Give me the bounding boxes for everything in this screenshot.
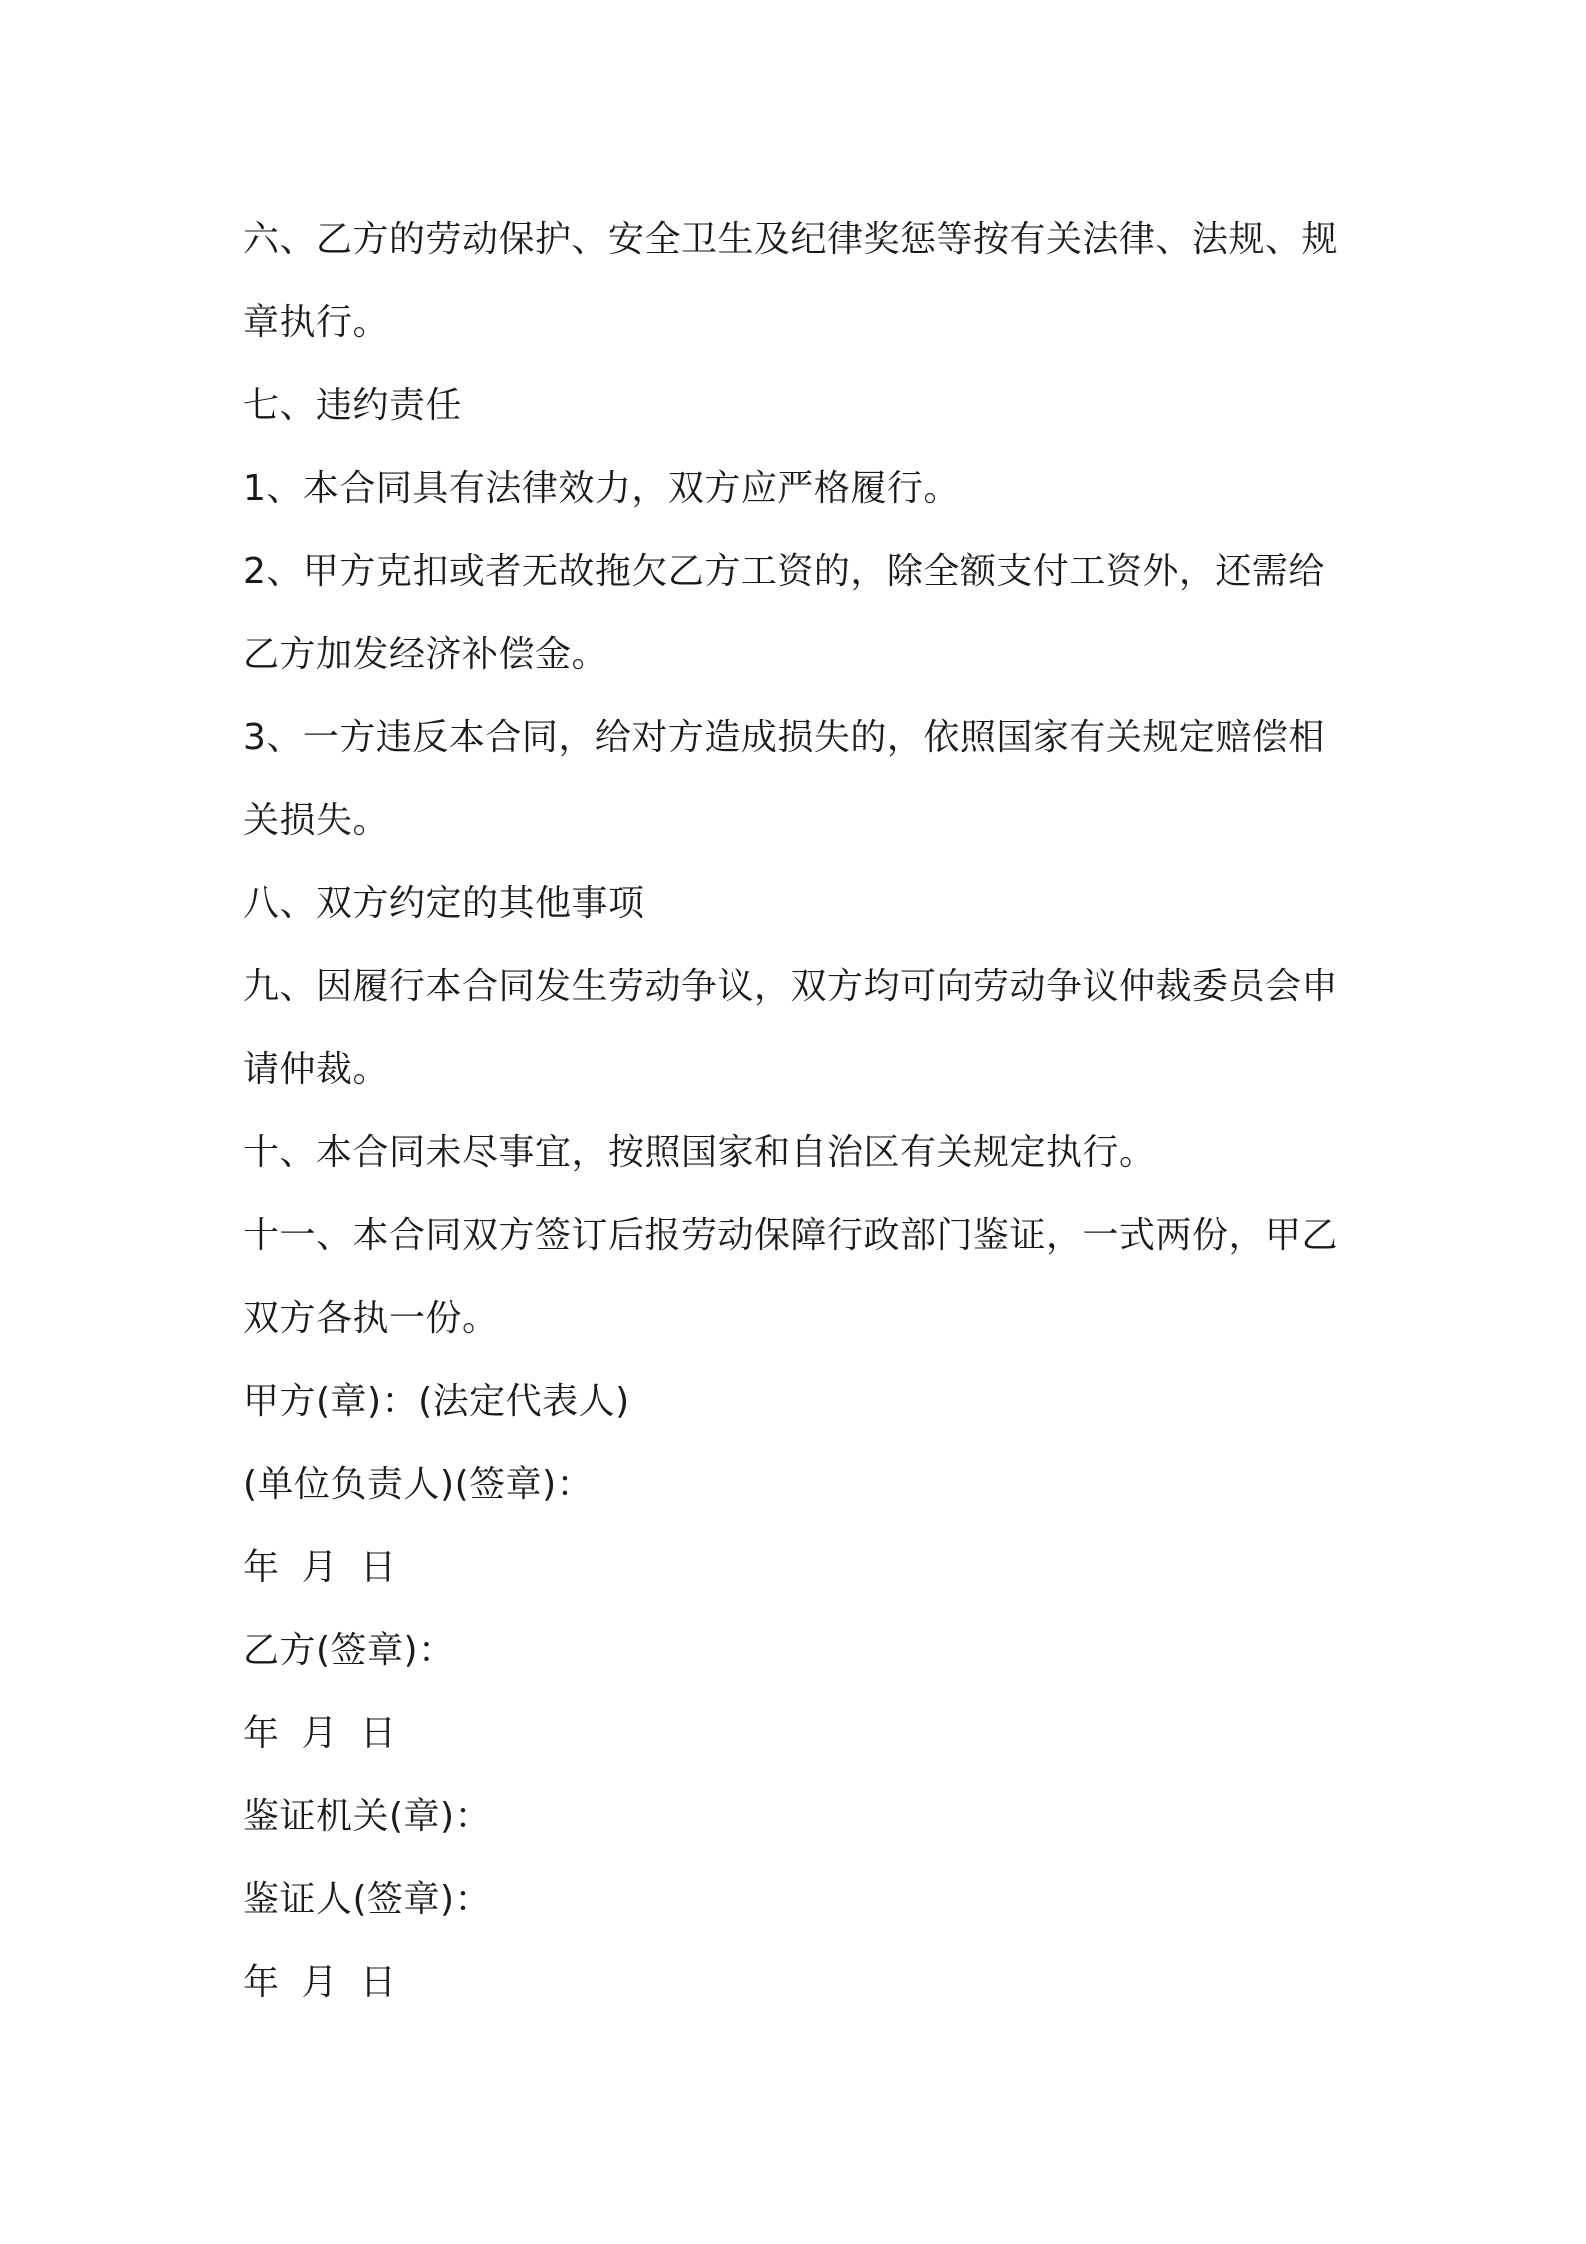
- clause-11: 十一、本合同双方签订后报劳动保障行政部门鉴证，一式两份，甲乙双方各执一份。: [243, 1215, 1339, 1339]
- date-day-label: 日: [360, 1962, 397, 2003]
- section-heading-breach: 七、违约责任: [243, 385, 463, 426]
- document-page: [243, 198, 1353, 2024]
- date-line-certification: [243, 1941, 1353, 2024]
- date-line-party-b: [243, 1692, 1353, 1775]
- clause-7-2: 2、甲方克扣或者无故拖欠乙方工资的，除全额支付工资外，还需给乙方加发经济补偿金。: [243, 551, 1325, 675]
- date-year-label: 年: [243, 1547, 280, 1588]
- clause-9: 九、因履行本合同发生劳动争议，双方均可向劳动争议仲裁委员会申请仲裁。: [243, 966, 1339, 1090]
- date-month-label: 月: [301, 1962, 339, 2003]
- date-month-label: 月: [301, 1713, 339, 1754]
- party-b-signature-line: 乙方(签章)：: [243, 1630, 455, 1671]
- clause-7-3: 3、一方违反本合同，给对方造成损失的，依照国家有关规定赔偿相关损失。: [243, 717, 1325, 841]
- clause-10: 十、本合同未尽事宜，按照国家和自治区有关规定执行。: [243, 1132, 1156, 1173]
- date-month-label: 月: [301, 1547, 339, 1588]
- date-year-label: 年: [243, 1962, 280, 2003]
- party-a-signature-line: 甲方(章)：(法定代表人): [243, 1381, 630, 1422]
- date-day-label: 日: [360, 1713, 397, 1754]
- certifying-authority-line: 鉴证机关(章)：: [243, 1796, 492, 1837]
- clause-7-1: 1、本合同具有法律效力，双方应严格履行。: [243, 468, 960, 509]
- date-day-label: 日: [360, 1547, 397, 1588]
- section-heading-other-matters: 八、双方约定的其他事项: [243, 883, 645, 924]
- date-line-party-a: [243, 1526, 1353, 1609]
- party-a-responsible-signature-line: (单位负责人)(签章)：: [243, 1464, 594, 1505]
- certifier-signature-line: 鉴证人(签章)：: [243, 1879, 492, 1920]
- clause-6: 六、乙方的劳动保护、安全卫生及纪律奖惩等按有关法律、法规、规章执行。: [243, 219, 1339, 343]
- date-year-label: 年: [243, 1713, 280, 1754]
